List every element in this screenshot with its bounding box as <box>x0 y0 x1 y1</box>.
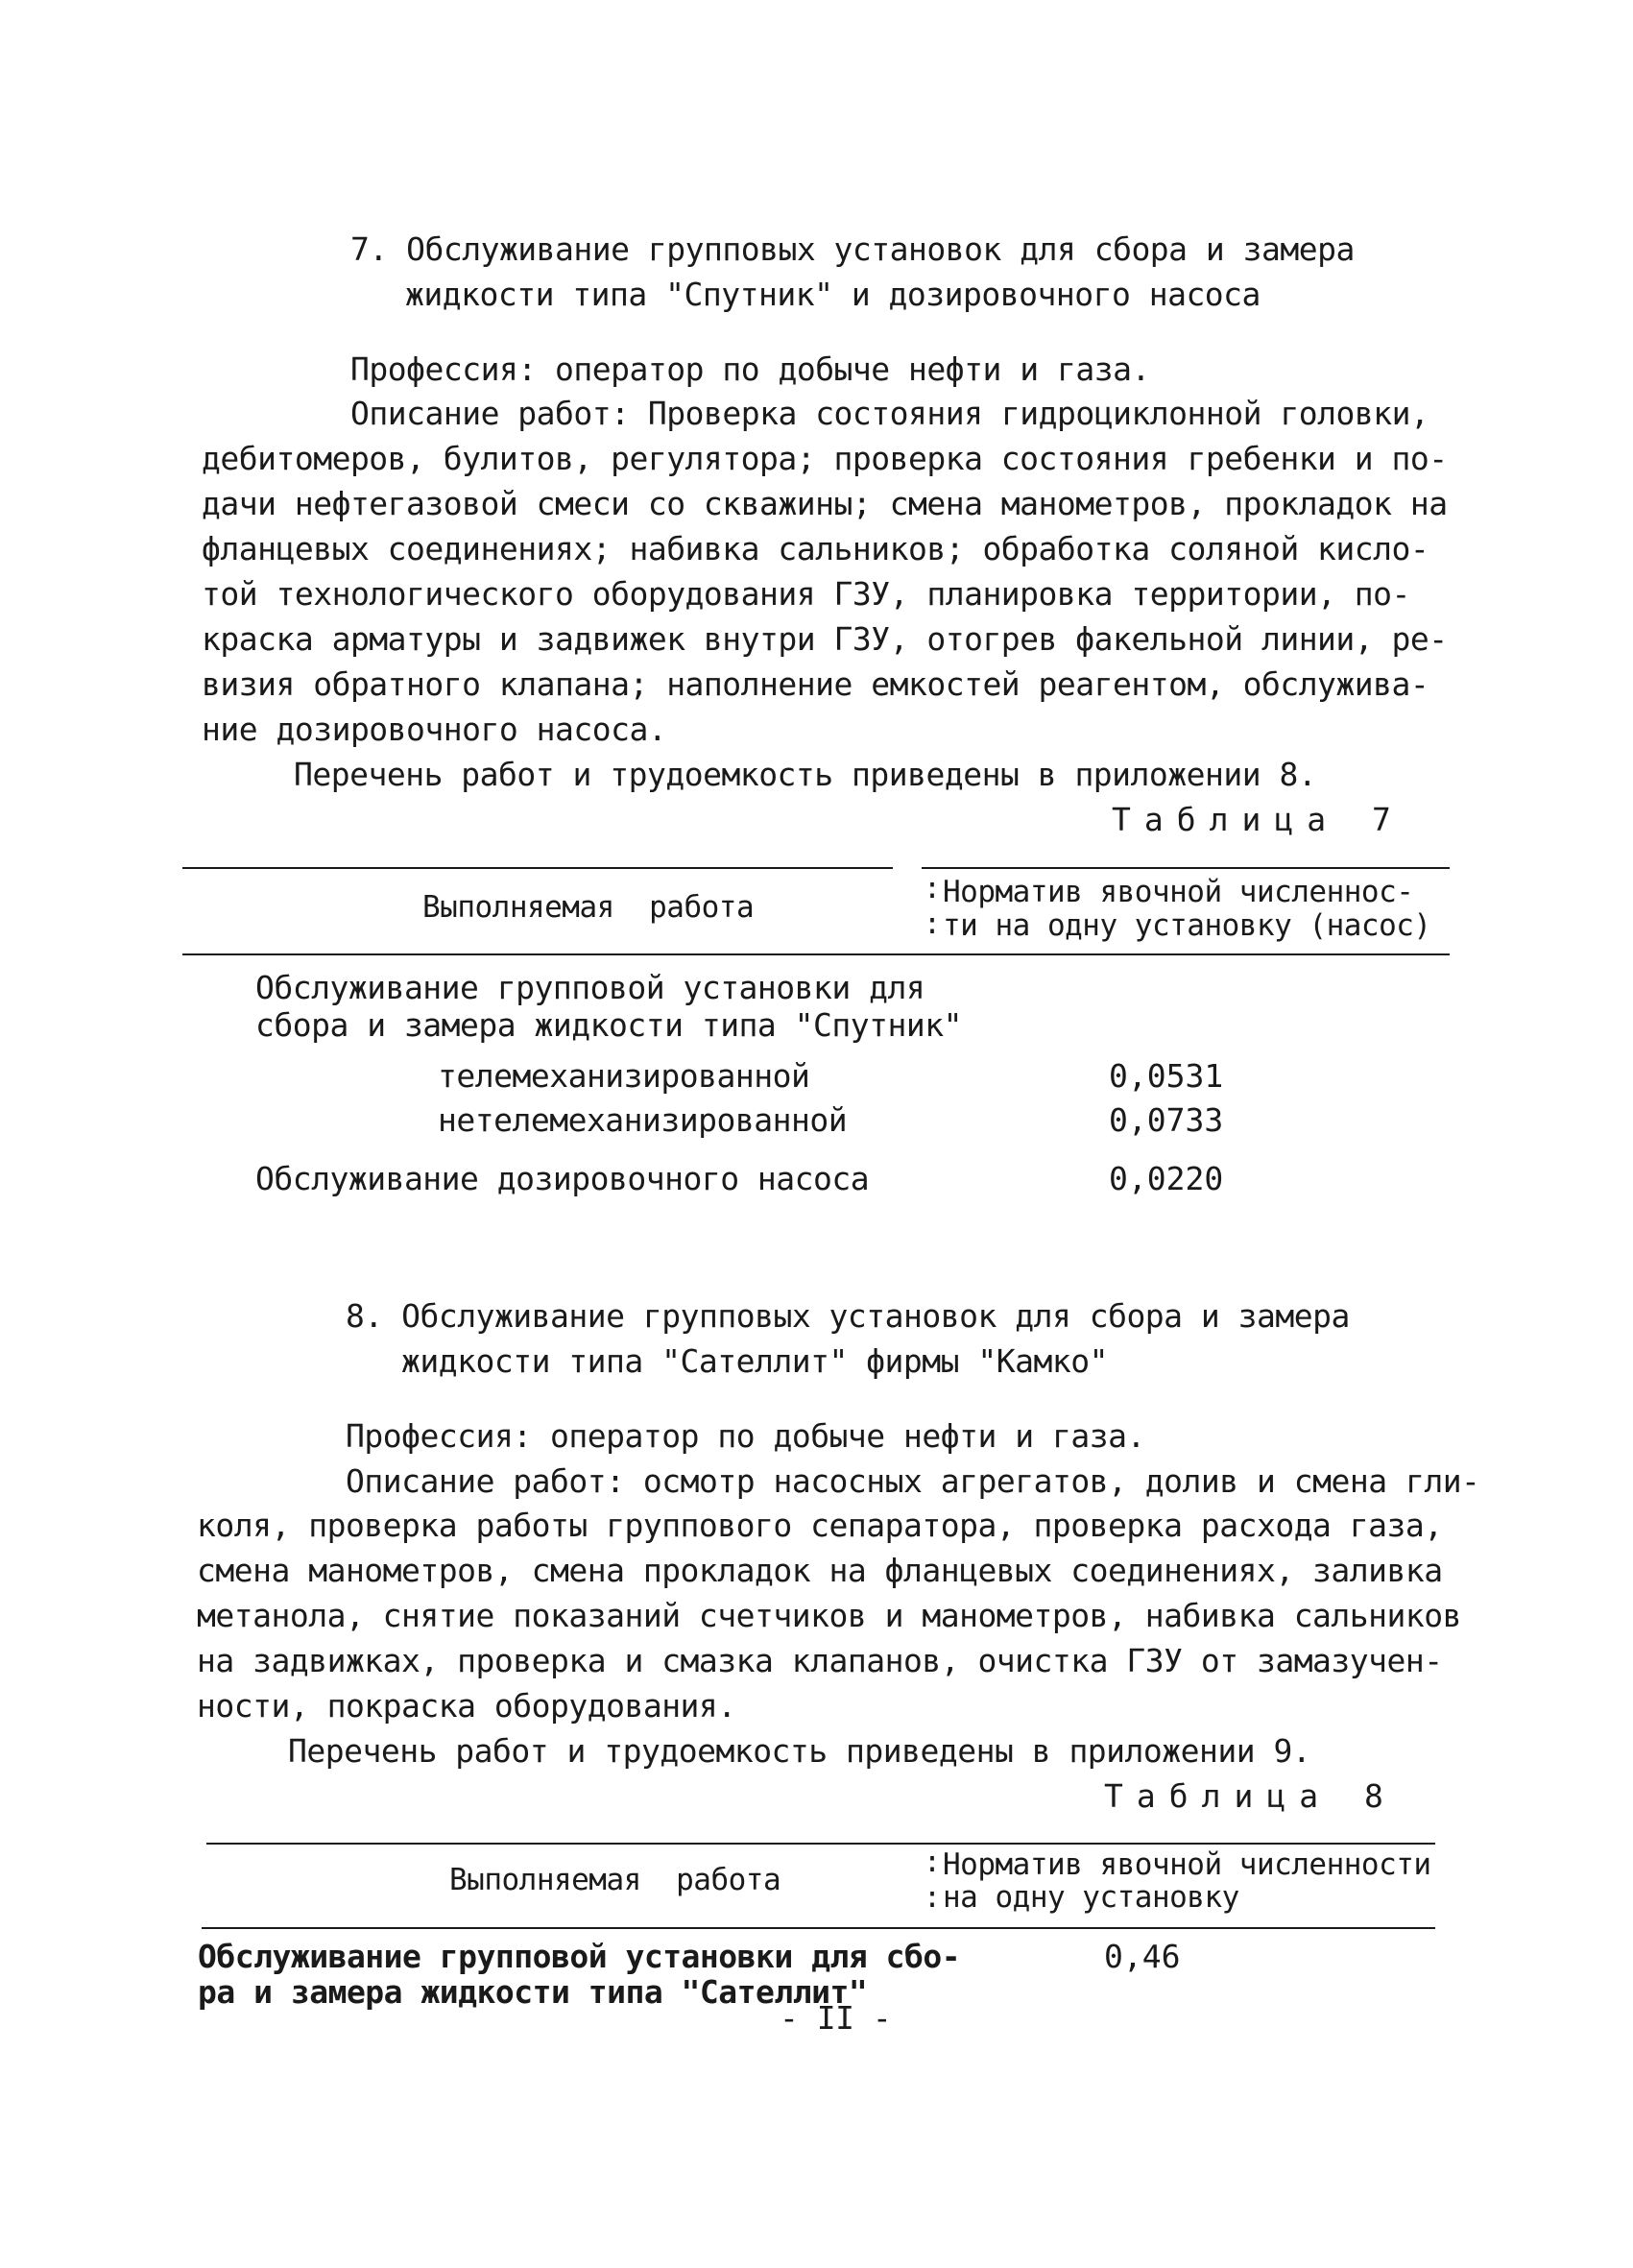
table-8-column-divider: : <box>924 1881 942 1915</box>
section-7-description-line: визия обратного клапана; наполнение емкостей реагентом, обслужива- <box>202 665 1429 703</box>
table-8-top-rule <box>206 1843 1435 1845</box>
table-7-col2-header-line1: Норматив явочной численнос- <box>943 875 1414 909</box>
table-8-col1-header: Выполняемая работа <box>449 1863 781 1897</box>
table-7-group-line2: сбора и замера жидкости типа "Спутник" <box>255 1006 962 1044</box>
section-8-description-line: метанола, снятие показаний счетчиков и манометров, набивка сальников <box>197 1597 1462 1634</box>
section-7-heading-line2: жидкости типа "Спутник" и дозировочного насоса <box>405 276 1261 313</box>
table-8-header-rule <box>202 1927 1435 1929</box>
section-7-description-line: ние дозировочного насоса. <box>202 711 667 748</box>
section-8-description-line: смена манометров, смена прокладок на фланцевых соединениях, заливка <box>197 1552 1443 1589</box>
table-7-row-value: 0,0531 <box>1109 1057 1224 1095</box>
table-7-caption: Таблица 7 <box>1112 801 1405 838</box>
section-8-appendix-ref: Перечень работ и трудоемкость приведены в приложении 9. <box>288 1732 1311 1770</box>
section-7-description-line: фланцевых соединениях; набивка сальников; обработка соляной кисло- <box>202 530 1429 567</box>
table-7-row-value: 0,0733 <box>1109 1101 1224 1139</box>
section-8-description-line: ности, покраска оборудования. <box>197 1687 736 1725</box>
table-8-column-divider: : <box>924 1846 942 1879</box>
table-8-row-work-line1: Обслуживание групповой установки для сбо- <box>198 1938 961 1975</box>
section-7-description-line: краска арматуры и задвижек внутри ГЗУ, отогрев факельной линии, ре- <box>202 620 1448 658</box>
table-7-top-rule-right <box>922 867 1450 869</box>
section-8-description-line: на задвижках, проверка и смазка клапанов, очистка ГЗУ от замазучен- <box>197 1642 1443 1679</box>
section-7-appendix-ref: Перечень работ и трудоемкость приведены в приложении 8. <box>294 756 1317 793</box>
table-7-col2-header-line2: ти на одну установку (насос) <box>943 908 1431 943</box>
section-7-heading-line1: 7. Обслуживание групповых установок для сбора и замера <box>350 230 1355 268</box>
section-8-profession: Профессия: оператор по добыче нефти и газа. <box>346 1417 1145 1455</box>
table-7-row-work: телемеханизированной <box>438 1057 810 1095</box>
table-7-col1-header: Выполняемая работа <box>422 890 755 925</box>
section-7-description-line: дебитомеров, булитов, регулятора; проверка состояния гребенки и по- <box>202 440 1448 477</box>
table-8-col2-header-line2: на одну установку <box>943 1880 1239 1915</box>
page-number: - II - <box>780 1999 892 2037</box>
section-8-heading-line1: 8. Обслуживание групповых установок для сбора и замера <box>346 1297 1350 1335</box>
table-8-row-work-line2: ра и замера жидкости типа "Сателлит" <box>198 1973 868 2011</box>
table-8-row-value: 0,46 <box>1104 1938 1181 1975</box>
table-8-caption: Таблица 8 <box>1104 1777 1397 1815</box>
section-7-profession: Профессия: оператор по добыче нефти и газа. <box>350 350 1150 388</box>
table-7-column-divider: : <box>924 872 942 905</box>
section-8-heading-line2: жидкости типа "Сателлит" фирмы "Камко" <box>401 1342 1108 1380</box>
table-8-col2-header-line1: Норматив явочной численности <box>943 1847 1431 1882</box>
table-7-top-rule-left <box>182 867 893 869</box>
table-7-row-work: Обслуживание дозировочного насоса <box>255 1160 870 1197</box>
table-7-group-line1: Обслуживание групповой установки для <box>255 969 925 1006</box>
section-8-description-line: коля, проверка работы группового сепаратора, проверка расхода газа, <box>197 1507 1443 1544</box>
table-7-row-value: 0,0220 <box>1109 1160 1224 1197</box>
section-8-description-line: Описание работ: осмотр насосных агрегатов, долив и смена гли- <box>346 1462 1480 1500</box>
table-7-row-work: нетелемеханизированной <box>438 1101 848 1139</box>
table-7-header-rule <box>182 953 1450 955</box>
table-7-column-divider: : <box>924 907 942 941</box>
section-7-description-line: той технологического оборудования ГЗУ, планировка территории, по- <box>202 575 1410 613</box>
section-7-description-line: Описание работ: Проверка состояния гидроциклонной головки, <box>350 395 1429 432</box>
section-7-description-line: дачи нефтегазовой смеси со скважины; смена манометров, прокладок на <box>202 485 1448 522</box>
